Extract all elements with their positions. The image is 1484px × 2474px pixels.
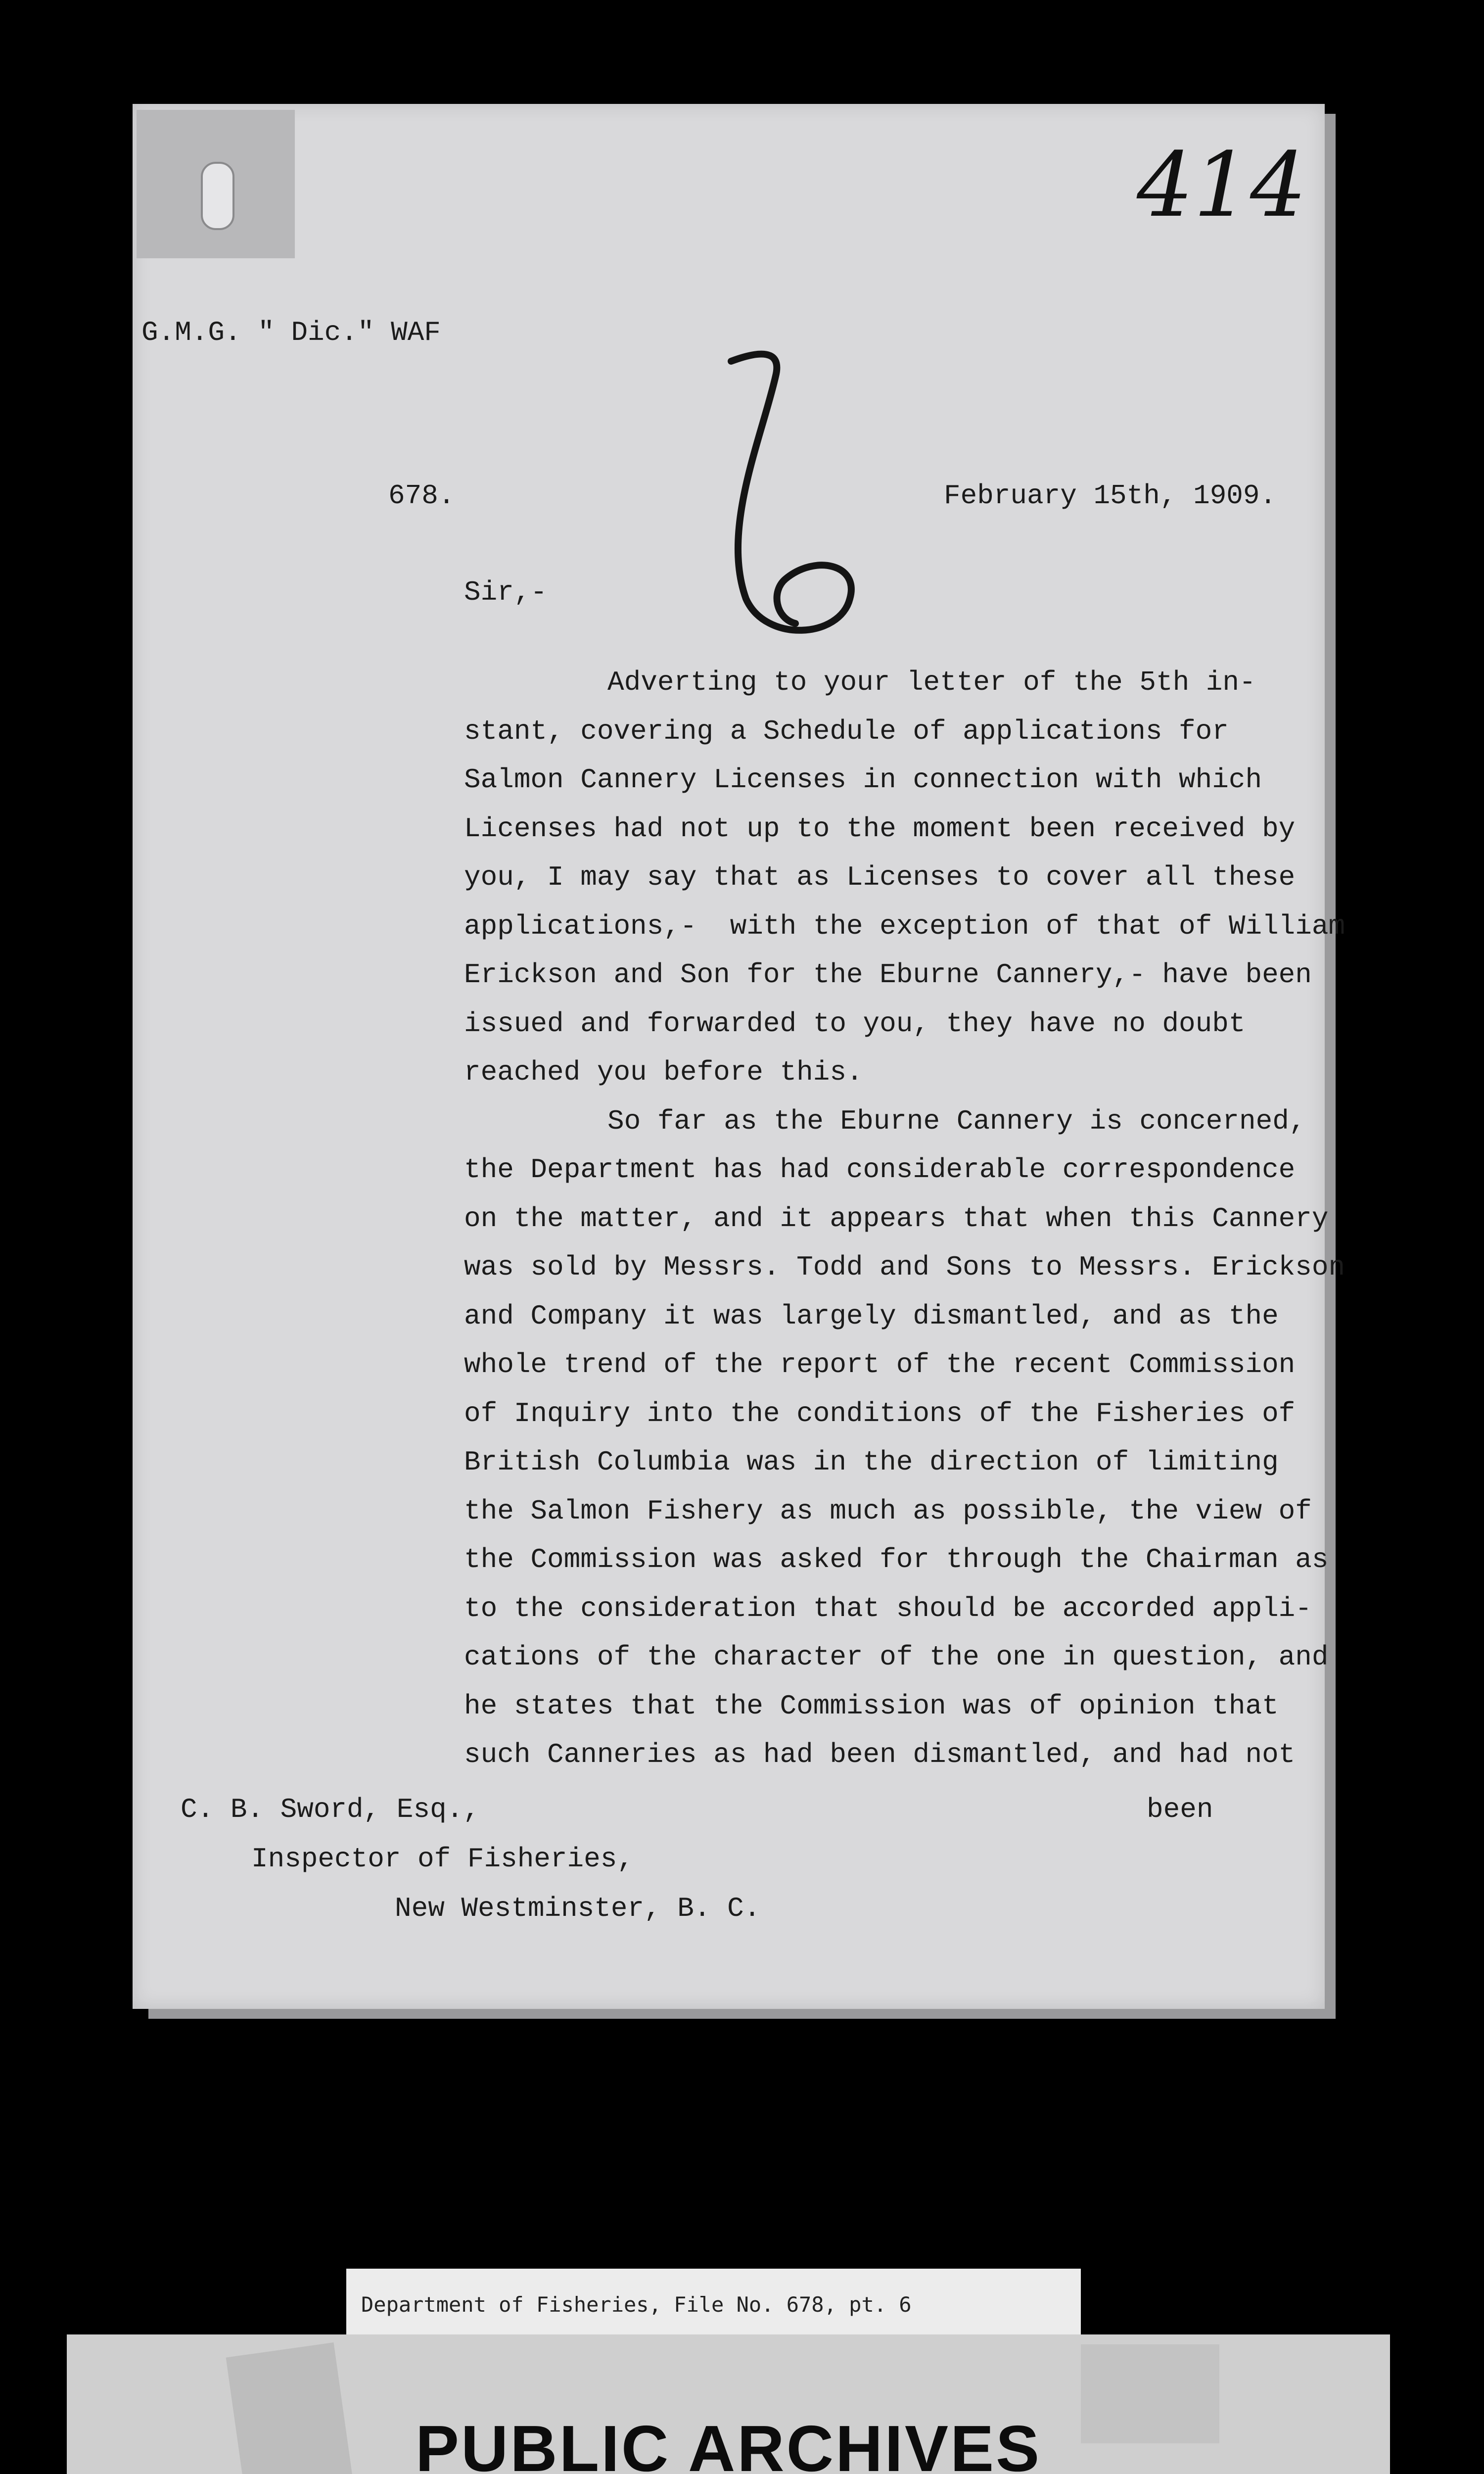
folio-number: 414 [1137, 134, 1307, 237]
body-line: whole trend of the report of the recent Commission [464, 1349, 1296, 1380]
body-line: he states that the Commission was of opinion that [464, 1690, 1279, 1722]
archive-stamp [67, 2334, 1390, 2474]
handwritten-six-mark [701, 341, 870, 658]
body-line: you, I may say that as Licenses to cover all these [464, 861, 1296, 893]
body-line: applications,- with the exception of that of William [464, 910, 1345, 942]
body-line: of Inquiry into the conditions of the Fisheries of [464, 1397, 1296, 1429]
body-line: British Columbia was in the direction of limiting [464, 1446, 1279, 1478]
paper-clip-mark [137, 110, 295, 258]
addressee-location: New Westminster, B. C. [395, 1893, 761, 1924]
body-line: the Salmon Fishery as much as possible, the view of [464, 1495, 1312, 1527]
body-line: on the matter, and it appears that when this Cannery [464, 1202, 1329, 1235]
salutation: Sir,- [464, 576, 548, 608]
body-line: stant, covering a Schedule of applications for [464, 715, 1229, 747]
archive-file-label: Department of Fisheries, File No. 678, pt. 6 [346, 2269, 1081, 2340]
body-line: reached you before this. [464, 1056, 863, 1088]
reference-code: G.M.G. " Dic." WAF [141, 317, 441, 348]
body-line: Erickson and Son for the Eburne Cannery,- have been [464, 959, 1312, 991]
clip-hole [201, 162, 234, 230]
body-line: issued and forwarded to you, they have no doubt [464, 1007, 1246, 1040]
letter-date: February 15th, 1909. [944, 480, 1277, 512]
body-line: and Company it was largely dismantled, and as the [464, 1300, 1279, 1332]
document-page [133, 104, 1345, 2009]
file-number: 678. [388, 480, 455, 512]
body-line: Adverting to your letter of the 5th in- [607, 666, 1256, 698]
stamp-line-english: PUBLIC ARCHIVES [415, 2412, 1042, 2474]
addressee-title: Inspector of Fisheries, [251, 1843, 634, 1875]
body-line: such Canneries as had been dismantled, and had not [464, 1739, 1296, 1770]
catchword: been [1147, 1794, 1213, 1825]
body-line: to the consideration that should be accorded appli- [464, 1592, 1312, 1624]
body-line: the Department has had considerable correspondence [464, 1154, 1296, 1186]
body-line: cations of the character of the one in question, and [464, 1641, 1329, 1673]
body-line: So far as the Eburne Cannery is concerned, [607, 1105, 1306, 1137]
body-line: Salmon Cannery Licenses in connection with which [464, 764, 1262, 796]
letter-body [464, 658, 1404, 1779]
body-line: was sold by Messrs. Todd and Sons to Messrs. Erickson [464, 1251, 1345, 1283]
body-line: the Commission was asked for through the Chairman as [464, 1544, 1329, 1575]
addressee-name: C. B. Sword, Esq., [181, 1794, 480, 1825]
body-line: Licenses had not up to the moment been received by [464, 812, 1296, 845]
